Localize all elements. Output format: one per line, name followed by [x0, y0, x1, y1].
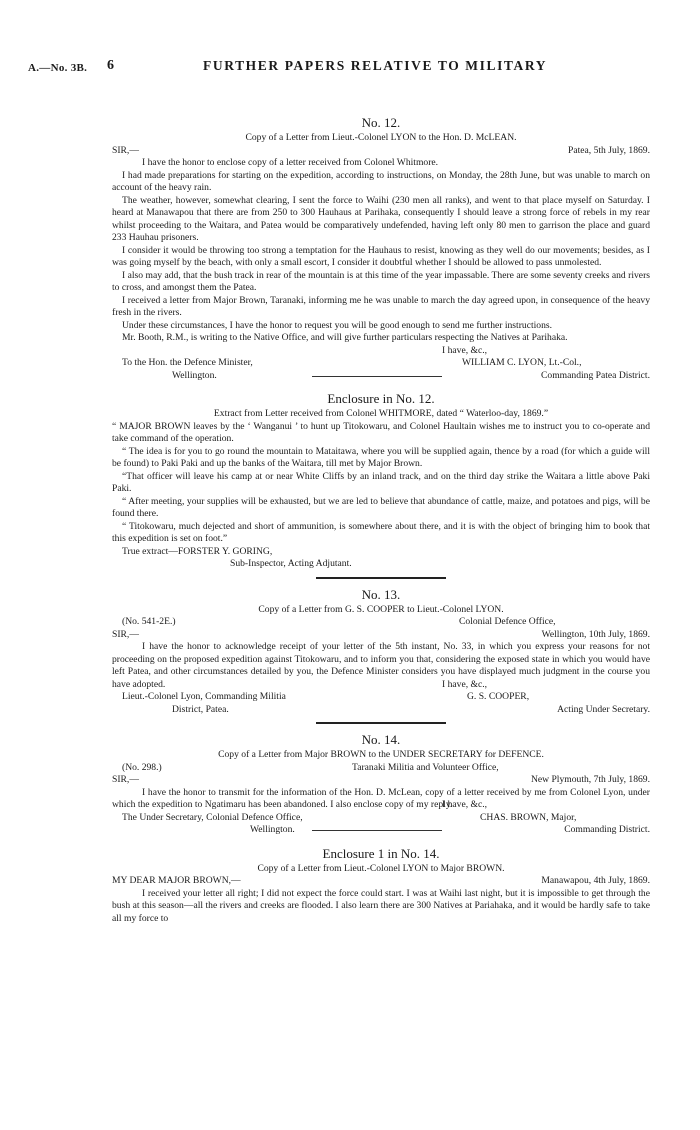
paragraph: I received a letter from Major Brown, Taranaki, informing me he was unable to march the day agreed upon, in consequence of the heavy fresh in the rivers. [112, 294, 650, 318]
signature-title: Acting Under Secretary. [557, 703, 650, 715]
place-date: Patea, 5th July, 1869. [568, 144, 650, 156]
paragraph: I had made preparations for starting on the expedition, according to instructions, on Monday, the 28th June, but was unable to march on account of the heavy rain. [112, 169, 650, 193]
office-name: Taranaki Militia and Volunteer Office, [352, 761, 499, 773]
paragraph: Mr. Booth, R.M., is writing to the Native Office, and will give further particulars respecting the Natives at Parihaka. [122, 332, 568, 343]
enclosure-no-12 [112, 391, 650, 571]
paragraph: “ Titokowaru, much dejected and short of ammunition, is somewhere about there, and it is with the object of bringing him to book that this expedition is set on foot.” [112, 520, 650, 544]
salutation: SIR,— [112, 144, 139, 156]
closing: I have, &c., [442, 344, 488, 356]
section-heading: No. 13. [361, 586, 401, 602]
paragraph: I also may add, that the bush track in rear of the mountain is at this time of the year impassable. There are some seventy creeks and rivers to cross, and amongst them the Patea. [112, 269, 650, 293]
addressee-city: Wellington. [172, 369, 217, 381]
paragraph: I have the honor to transmit for the information of the Hon. D. McLean, copy of a letter received by me from Colonel Lyon, under which the expedition to Ngatimaru has been abandoned. I also enclose copy of my reply. [112, 786, 650, 810]
enclosure-1-no-14 [112, 846, 650, 926]
salutation: SIR,— [112, 774, 139, 785]
paragraph: “ The idea is for you to go round the mountain to Mataitawa, where you will be supplied again, thence by a road (for which a guide will be found) to Paki Paki and up the banks of the Waitara, till met by Major Brown. [112, 445, 650, 469]
salutation: SIR,— [112, 628, 139, 640]
addressee-district: District, Patea. [172, 703, 229, 715]
section-heading: Enclosure 1 in No. 14. [322, 845, 440, 861]
document-body [112, 115, 650, 925]
paragraph: “ MAJOR BROWN leaves by the ‘ Wanganui ’ to hunt up Titokowaru, and Colonel Haultain wishes me to instruct you to co-operate and take command of the operation. [112, 420, 650, 444]
paragraph: I have the honor to enclose copy of a letter received from Colonel Whitmore. [142, 157, 439, 168]
addressee: Lieut.-Colonel Lyon, Commanding Militia [122, 691, 286, 702]
section-divider [312, 376, 442, 377]
running-title: FURTHER PAPERS RELATIVE TO MILITARY [203, 58, 548, 73]
section-subtitle: Extract from Letter received from Colonel WHITMORE, dated “ Waterloo-day, 1869.” [213, 408, 549, 419]
salutation-row [112, 145, 650, 158]
letter-no-13 [112, 587, 650, 717]
letter-reference: (No. 541-2E.) [122, 616, 176, 627]
paragraph: “ After meeting, your supplies will be exhausted, but we are led to believe that abundance of cattle, maize, and potatoes and pigs, will be found there. [112, 495, 650, 519]
section-subtitle: Copy of a Letter from Lieut.-Colonel LYON to the Hon. D. McLEAN. [245, 132, 517, 143]
section-subtitle: Copy of a Letter from G. S. COOPER to Lieut.-Colonel LYON. [258, 603, 504, 615]
running-header [28, 60, 650, 80]
signature: G. S. COOPER, [467, 691, 530, 702]
closing: I have, &c., [442, 799, 488, 810]
section-heading: No. 14. [361, 732, 401, 747]
paragraph: The weather, however, somewhat clearing, I sent the force to Waihi (230 men all ranks), and went to that place myself on Saturday. I heard at Manawapou that there are from 250 to 300 Hauhaus at Parihaka, consequently I should leave a strong force of rebels in my rear whilst proceeding to the Waitara, and Patea would be comparatively undefended, having left only 80 men to garrison the place and guard 233 Hauhau prisoners. [112, 194, 650, 243]
paragraph: “That officer will leave his camp at or near White Cliffs by an inland track, and on the third day strike the Waitara a little above Paki Paki. [112, 470, 650, 494]
addressee: To the Hon. the Defence Minister, [122, 357, 253, 368]
page-reference: A.—No. 3B. [28, 62, 88, 74]
signature: CHAS. BROWN, Major, [480, 811, 577, 823]
place-date: Manawapou, 4th July, 1869. [541, 875, 650, 886]
addressee-city: Wellington. [250, 824, 295, 835]
office-name: Colonial Defence Office, [459, 616, 556, 627]
paragraph: Under these circumstances, I have the honor to request you will be good enough to send me further instructions. [122, 319, 553, 331]
signature-title: Commanding District. [564, 824, 650, 835]
section-subtitle: Copy of a Letter from Lieut.-Colonel LYON to Major BROWN. [257, 862, 505, 874]
place-date: New Plymouth, 7th July, 1869. [530, 774, 650, 785]
closing: I have, &c., [442, 678, 488, 690]
section-subtitle: Copy of a Letter from Major BROWN to the UNDER SECRETARY for DEFENCE. [218, 749, 544, 760]
letter-no-12 [112, 115, 650, 382]
letter-reference: (No. 298.) [122, 761, 162, 773]
signature-title: Commanding Patea District. [541, 369, 650, 381]
page-number: 6 [107, 58, 114, 73]
signature: WILLIAM C. LYON, Lt.-Col., [462, 357, 582, 368]
paragraph: I have the honor to acknowledge receipt of your letter of the 5th instant, No. 33, in which you express your reasons for not proceeding on the proposed expedition against Titokowaru, and to inform you that, considering the exposed state in which you would have left Patea, and other circumstances detailed by you, the Defence Minister considers you have displayed much judgment in the course you have adopted. [112, 641, 650, 690]
section-heading: Enclosure in No. 12. [327, 391, 435, 406]
letter-no-14 [112, 732, 650, 837]
section-divider [312, 830, 442, 831]
section-divider [316, 577, 446, 579]
addressee: The Under Secretary, Colonial Defence Office, [122, 811, 303, 823]
paragraph: I received your letter all right; I did not expect the force could start. I was at Waihi last night, but it is impossible to get through the bush at this season—all the rivers and creeks are flooded. I also learn there are 300 Natives at Pariahaka, and it would be hardly safe to take all my force to [112, 887, 650, 924]
salutation: MY DEAR MAJOR BROWN,— [112, 875, 241, 886]
place-date: Wellington, 10th July, 1869. [541, 628, 650, 640]
section-divider [316, 722, 446, 724]
section-heading: No. 12. [361, 115, 401, 130]
extract-title: Sub-Inspector, Acting Adjutant. [230, 558, 352, 569]
paragraph: I consider it would be throwing too strong a temptation for the Hauhaus to resist, knowing as they well do our movements; besides, as I was going myself by the beach, with only a small escort, I consider it doubtful whether I should be allowed to pass unmolested. [112, 244, 650, 268]
true-extract: True extract—FORSTER Y. GORING, [122, 545, 273, 557]
